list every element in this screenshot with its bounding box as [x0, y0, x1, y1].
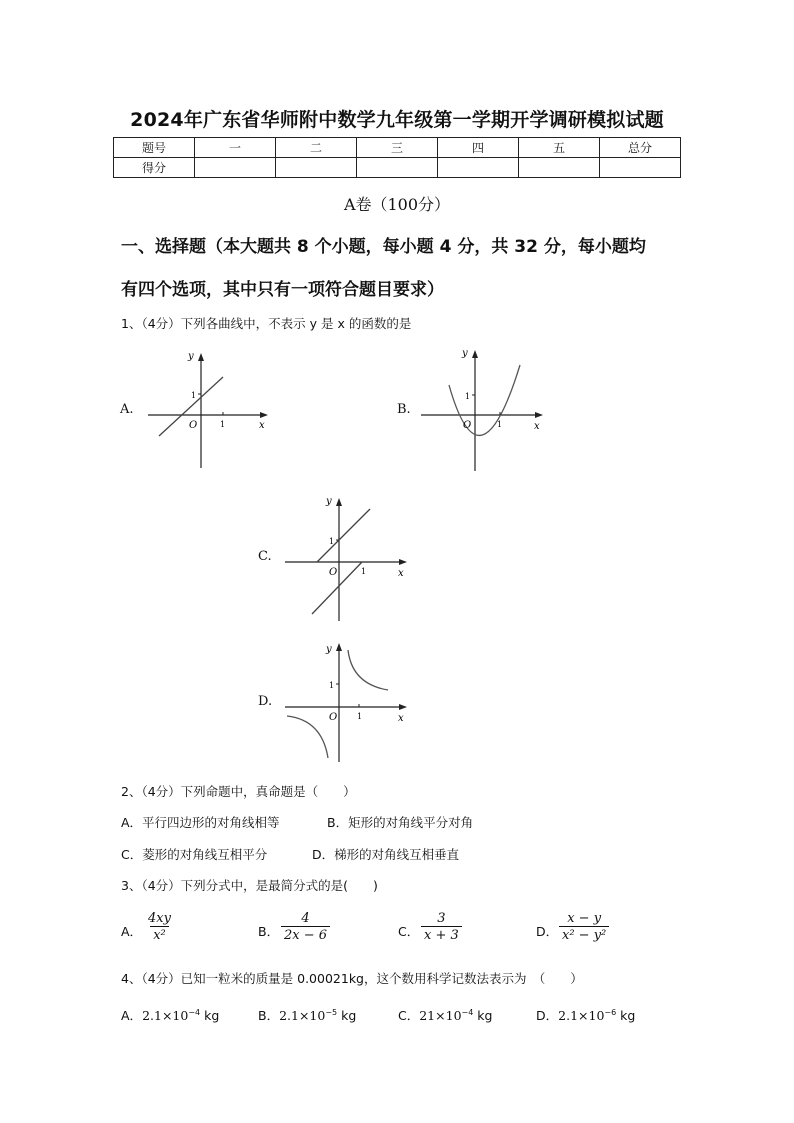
tick-label-1: 1: [220, 420, 226, 429]
score-header-cell: 题号: [114, 138, 195, 158]
q3-option-a-fraction: [145, 911, 174, 943]
option-exponent: −6: [604, 1007, 617, 1017]
score-header-cell: 二: [276, 138, 357, 158]
q4-option-a: [121, 1006, 219, 1024]
tick-label-1: 1: [465, 392, 471, 401]
denominator: 2x − 6: [281, 926, 330, 943]
q3-option-c-label: C．: [398, 924, 420, 939]
x-axis-label: x: [259, 420, 265, 431]
option-unit: kg: [337, 1008, 357, 1023]
option-label: D．: [536, 1008, 559, 1023]
exam-title: 2024年广东省华师附中数学九年级第一学期开学调研模拟试题: [130, 109, 664, 131]
option-exponent: −4: [188, 1007, 201, 1017]
question-3-stem: 3、（4分）下列分式中，是最简分式的是( ): [121, 878, 378, 893]
q4-option-b: [258, 1006, 356, 1024]
q3-option-b-fraction: [281, 911, 330, 943]
denominator: x²: [150, 926, 169, 943]
score-cell[interactable]: [519, 158, 600, 178]
tick-label-1: 1: [497, 420, 503, 429]
q1-option-b-label: B.: [397, 402, 411, 417]
q3-option-a-label: A．: [121, 924, 143, 939]
q3-option-d-label: D．: [536, 924, 559, 939]
q3-option-b-label: B．: [258, 924, 280, 939]
q2-option-b: B．矩形的对角线平分对角: [327, 815, 474, 830]
q2-option-d: D．梯形的对角线互相垂直: [312, 847, 460, 862]
score-header-cell: 四: [438, 138, 519, 158]
q1-graph-a: [143, 350, 273, 470]
tick-label-1: 1: [191, 391, 197, 400]
y-axis-label: y: [326, 644, 332, 655]
option-base: 2.1×10: [142, 1008, 189, 1023]
section-heading-line2: 有四个选项，其中只有一项符合题目要求）: [121, 280, 444, 300]
origin-label: O: [189, 420, 198, 431]
option-base: 21×10: [419, 1008, 462, 1023]
option-base: 2.1×10: [279, 1008, 326, 1023]
q2-option-a: A．平行四边形的对角线相等: [121, 815, 280, 830]
q4-option-d: [536, 1006, 635, 1024]
q1-option-c-label: C.: [258, 549, 272, 564]
numerator: x − y: [567, 911, 602, 926]
q1-option-a-label: A.: [120, 402, 134, 417]
q1-graph-d: [282, 640, 412, 764]
denominator: x² − y²: [559, 926, 609, 943]
numerator: 4: [301, 911, 310, 926]
question-1-stem: 1、（4分）下列各曲线中，不表示 y 是 x 的函数的是: [121, 316, 412, 331]
option-label: C．: [398, 1008, 420, 1023]
score-row-label: 得分: [114, 158, 195, 178]
score-table-header-row: [114, 138, 681, 158]
y-axis-label: y: [462, 348, 468, 359]
tick-label-1: 1: [357, 712, 363, 721]
volume-heading: A卷（100分）: [343, 195, 451, 214]
x-axis-label: x: [398, 568, 404, 579]
tick-label-1: 1: [329, 537, 335, 546]
question-4-stem: 4、（4分）已知一粒米的质量是 0.00021kg，这个数用科学记数法表示为 （ ）: [121, 971, 583, 986]
x-axis-label: x: [398, 713, 404, 724]
q3-option-c-fraction: [421, 911, 462, 943]
numerator: 3: [437, 911, 446, 926]
origin-label: O: [463, 420, 472, 431]
q1-graph-b: [418, 347, 548, 472]
tick-label-1: 1: [329, 681, 335, 690]
x-axis-label: x: [534, 421, 540, 432]
score-cell[interactable]: [438, 158, 519, 178]
y-axis-label: y: [326, 496, 332, 507]
option-unit: kg: [200, 1008, 220, 1023]
q4-option-c: [398, 1006, 492, 1024]
q1-graph-c: [282, 495, 412, 623]
origin-label: O: [329, 567, 338, 578]
numerator: 4xy: [148, 911, 171, 926]
option-exponent: −5: [325, 1007, 338, 1017]
score-header-cell: 三: [357, 138, 438, 158]
score-cell[interactable]: [600, 158, 681, 178]
question-2-stem: 2、（4分）下列命题中，真命题是（ ）: [121, 784, 356, 799]
option-unit: kg: [473, 1008, 493, 1023]
option-unit: kg: [616, 1008, 636, 1023]
y-axis-label: y: [188, 351, 194, 362]
origin-label: O: [329, 712, 338, 723]
q3-option-d-fraction: [559, 911, 609, 943]
score-cell[interactable]: [357, 158, 438, 178]
tick-label-1: 1: [361, 567, 367, 576]
score-header-cell: 一: [195, 138, 276, 158]
score-header-cell: 总分: [600, 138, 681, 158]
score-table: [113, 137, 681, 178]
score-cell[interactable]: [276, 158, 357, 178]
score-table-score-row: [114, 158, 681, 178]
option-base: 2.1×10: [558, 1008, 605, 1023]
score-cell[interactable]: [195, 158, 276, 178]
option-label: A．: [121, 1008, 143, 1023]
q2-option-c: C．菱形的对角线互相平分: [121, 847, 268, 862]
score-header-cell: 五: [519, 138, 600, 158]
option-exponent: −4: [461, 1007, 474, 1017]
denominator: x + 3: [421, 926, 462, 943]
option-label: B．: [258, 1008, 280, 1023]
q1-option-d-label: D.: [258, 694, 273, 709]
section-heading-line1: 一、选择题（本大题共 8 个小题，每小题 4 分，共 32 分，每小题均: [121, 237, 646, 257]
